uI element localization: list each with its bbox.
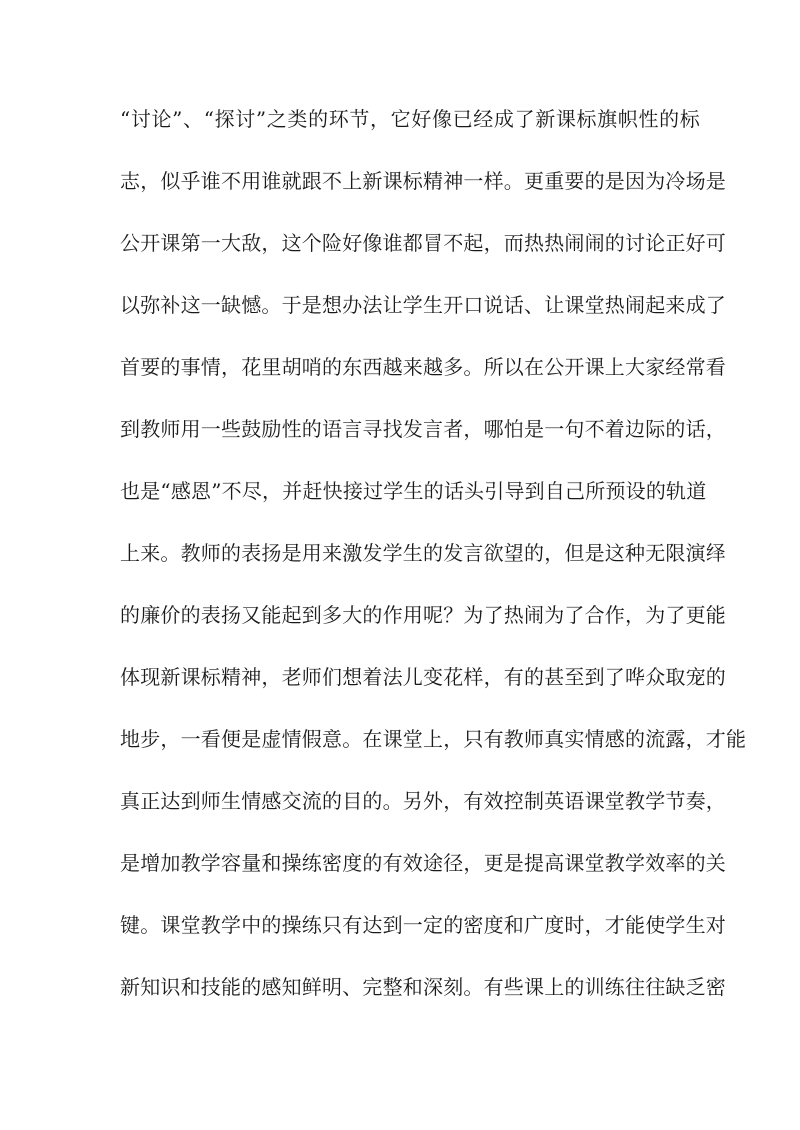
text-line-2: 志，似乎谁不用谁就跟不上新课标精神一样。更重要的是因为冷场是 — [120, 169, 726, 193]
text-line-13: 是增加教学容量和操练密度的有效途径，更是提高课堂教学效率的关 — [120, 851, 726, 875]
text-line-1: “讨论”、“探讨”之类的环节，它好像已经成了新课标旗帜性的标 — [120, 107, 700, 131]
text-line-10: 体现新课标精神，老师们想着法儿变花样，有的甚至到了哗众取宠的 — [120, 665, 726, 689]
text-line-8: 上来。教师的表扬是用来激发学生的发言欲望的，但是这种无限演绎 — [120, 541, 726, 565]
text-line-12: 真正达到师生情感交流的目的。另外，有效控制英语课堂教学节奏， — [120, 789, 726, 813]
body-text — [120, 88, 747, 1018]
text-line-14: 键。课堂教学中的操练只有达到一定的密度和广度时，才能使学生对 — [120, 913, 726, 937]
text-line-3: 公开课第一大敌，这个险好像谁都冒不起，而热热闹闹的讨论正好可 — [120, 231, 726, 255]
text-line-15: 新知识和技能的感知鲜明、完整和深刻。有些课上的训练往往缺乏密 — [120, 975, 726, 999]
text-line-9: 的廉价的表扬又能起到多大的作用呢？为了热闹为了合作，为了更能 — [120, 603, 726, 627]
text-line-4: 以弥补这一缺憾。于是想办法让学生开口说话、让课堂热闹起来成了 — [120, 293, 726, 317]
text-line-5: 首要的事情，花里胡哨的东西越来越多。所以在公开课上大家经常看 — [120, 355, 726, 379]
text-line-11: 地步，一看便是虚情假意。在课堂上，只有教师真实情感的流露，才能 — [120, 727, 747, 751]
text-line-7: 也是“感恩”不尽，并赶快接过学生的话头引导到自己所预设的轨道 — [120, 479, 707, 503]
text-line-6: 到教师用一些鼓励性的语言寻找发言者，哪怕是一句不着边际的话， — [120, 417, 726, 441]
